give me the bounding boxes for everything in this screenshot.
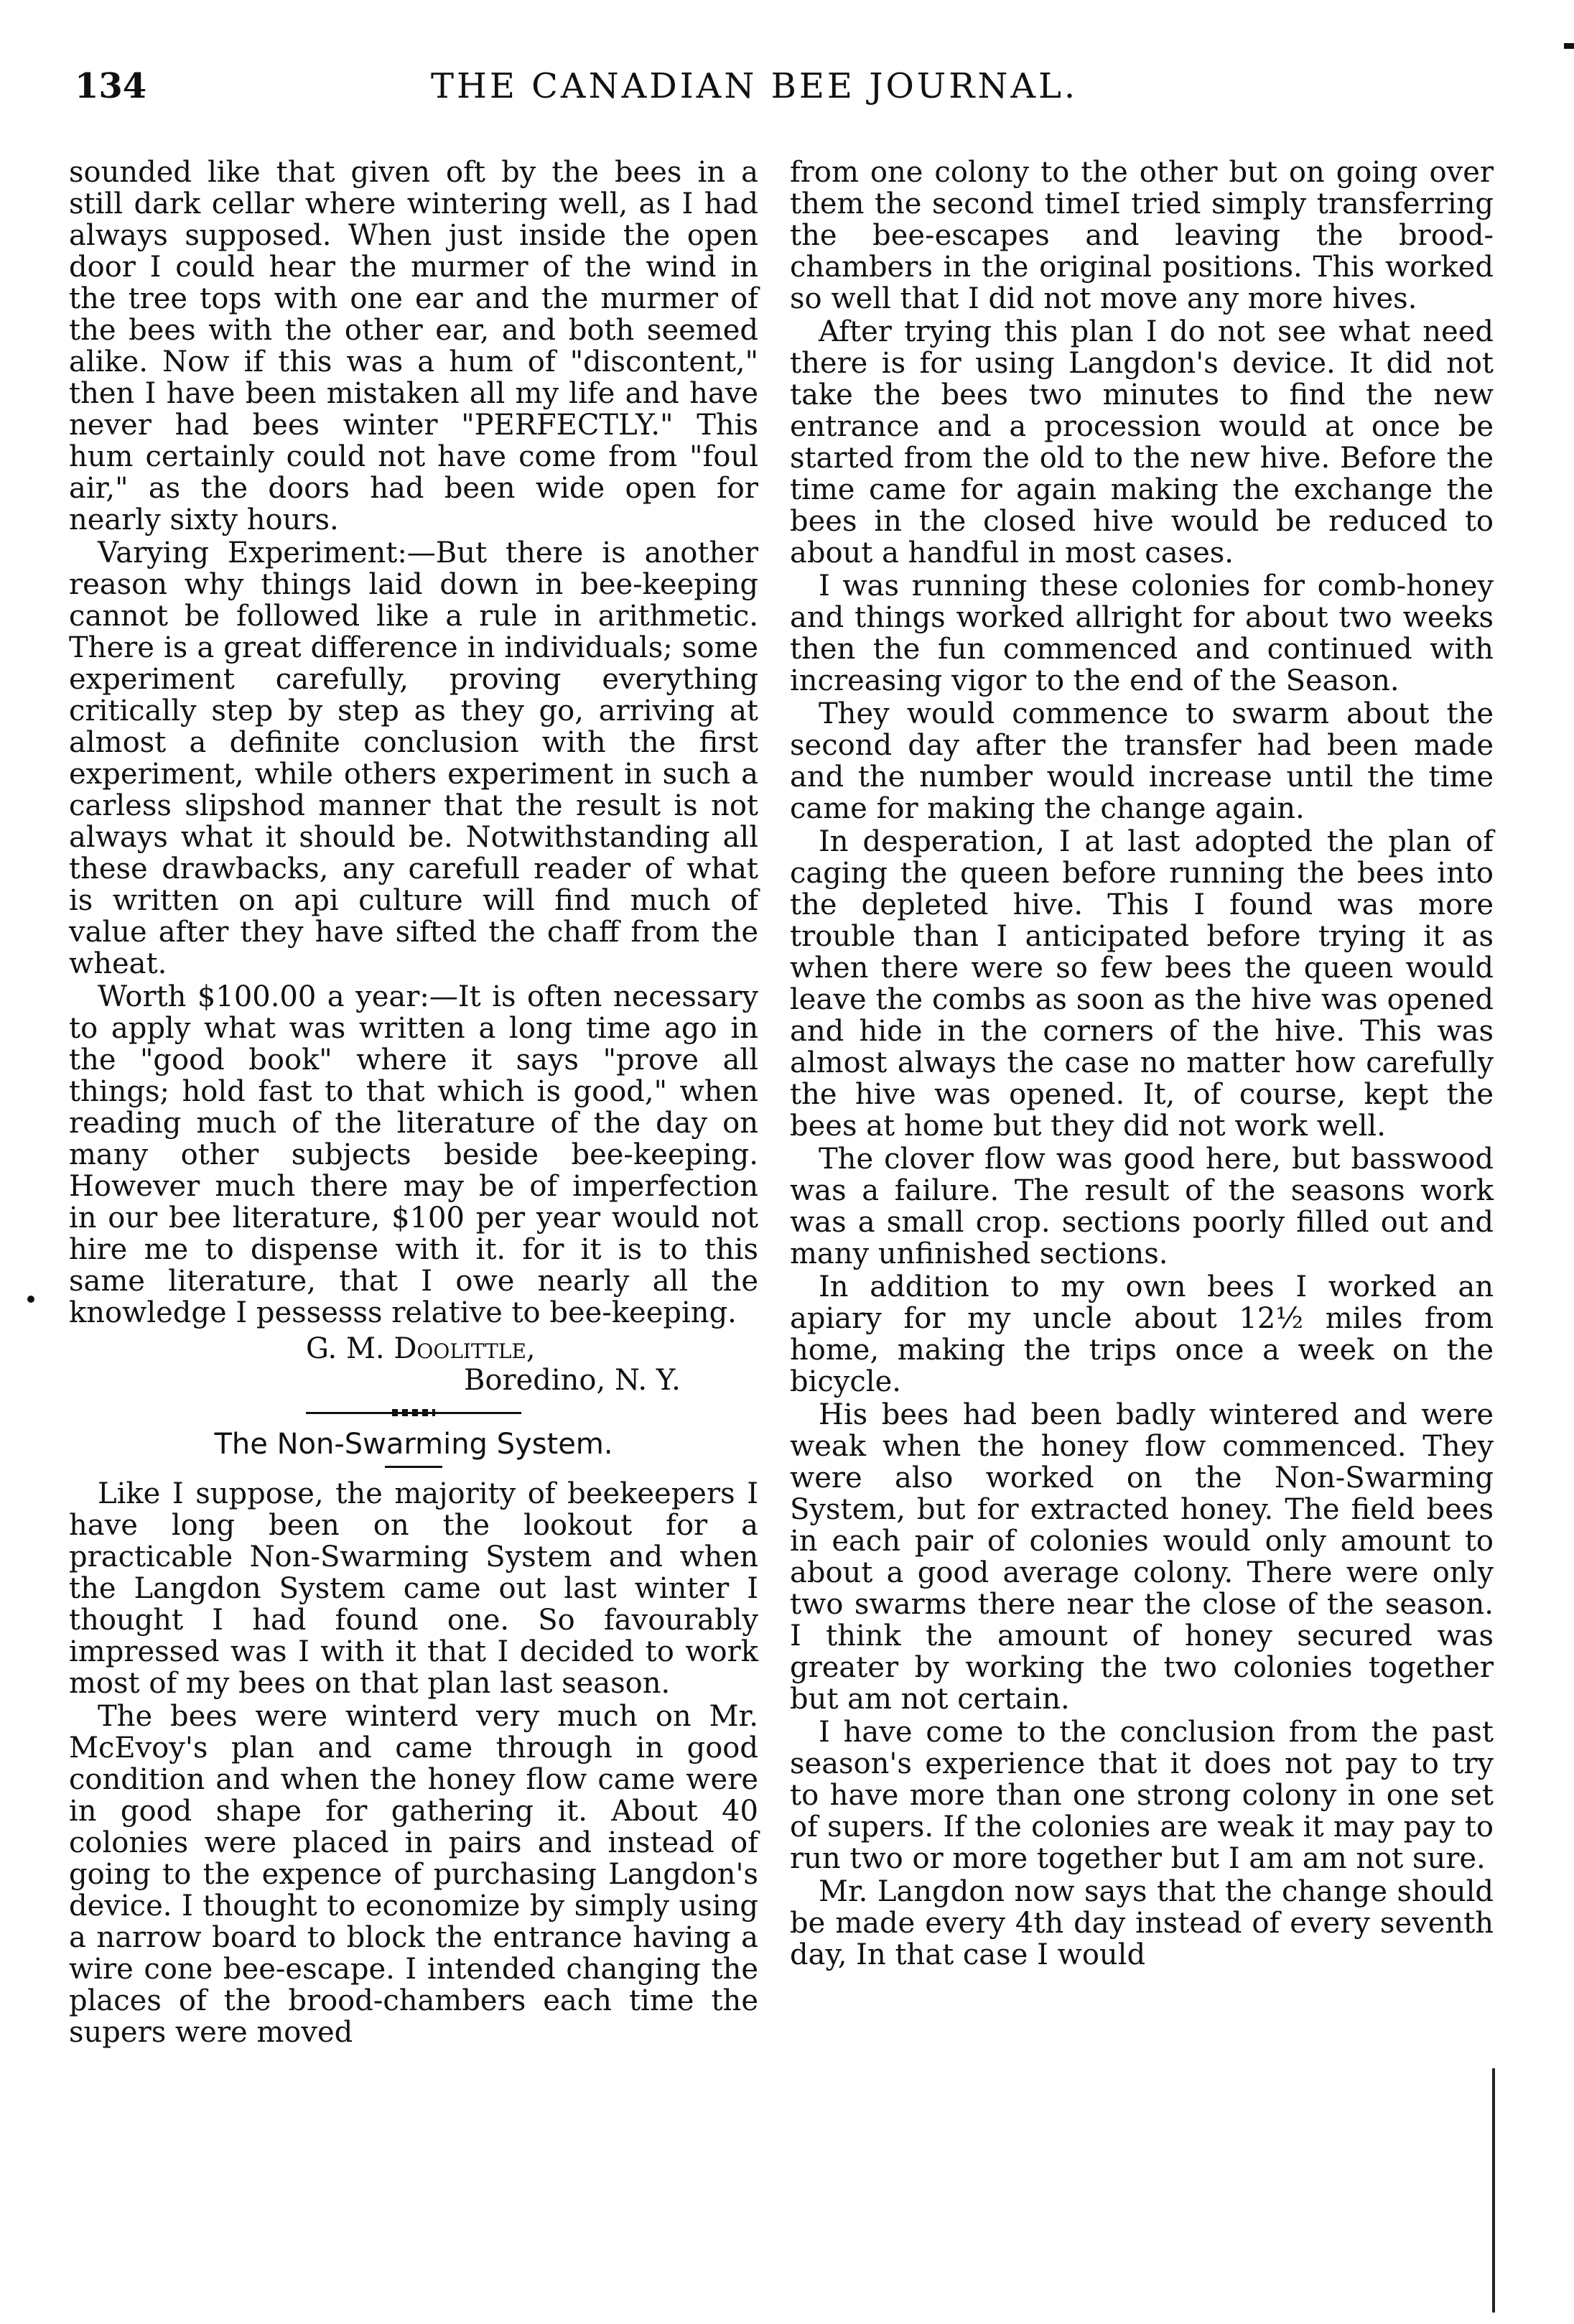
paragraph: I was running these colonies for comb-honey and things worked allright for about two weeks then the fun commenced and continued with increasing vigor to the end of the Season.	[790, 570, 1494, 697]
section-divider	[306, 1412, 521, 1414]
paragraph: The clover flow was good here, but basswood was a failure. The result of the seasons work was a small crop. sections poorly filled out and many unfinished sections.	[790, 1143, 1494, 1270]
journal-title: THE CANADIAN BEE JOURNAL.	[431, 66, 1079, 106]
page-header	[0, 66, 1574, 124]
paragraph: Varying Experiment:—But there is another reason why things laid down in bee-keeping cannot be followed like a rule in arithmetic. There is a great difference in individuals; some experiment carefully, proving everything critically step by step as they go, arriving at almost a definite conclusion with the first experiment, while others experiment in such a carless slipshod manner that the result is not always what it should be. Notwithstanding all these drawbacks, any carefull reader of what is written on api culture will find much of value after they have sifted the chaff from the wheat.	[69, 536, 758, 980]
right-column	[790, 157, 1494, 1972]
signature-place: Boredino, N. Y.	[464, 1364, 681, 1397]
corner-print-mark	[1564, 43, 1574, 49]
margin-dot	[27, 1296, 34, 1303]
paragraph: In desperation, I at last adopted the plan of caging the queen before running the bees into the depleted hive. This I found was more trouble than I anticipated before trying it as when there were so few bees the queen would leave the combs as soon as the hive was opened and hide in the corners of the hive. This was almost always the case no matter how carefully the hive was opened. It, of course, kept the bees at home but they did not work well.	[790, 825, 1494, 1143]
margin-rule	[1492, 2068, 1495, 2313]
paragraph: They would commence to swarm about the second day after the transfer had been made and the number would increase until the time came for making the change again.	[790, 697, 1494, 825]
section-heading: The Non-Swarming System.	[214, 1428, 613, 1461]
paragraph: His bees had been badly wintered and were weak when the honey flow commenced. They were also worked on the Non-Swarming System, but for extracted honey. The field bees in each pair of colonies would only amount to about a good average colony. There were only two swarms there near the close of the season. I think the amount of honey secured was greater by working the two colonies together but am not certain.	[790, 1398, 1494, 1716]
paragraph: I have come to the conclusion from the past season's experience that it does not pay to try to have more than one strong colony in one set of supers. If the colonies are weak it may pay to run two or more together but I am am not sure.	[790, 1716, 1494, 1875]
left-column	[69, 157, 758, 2050]
paragraph: Worth $100.00 a year:—It is often necessary to apply what was written a long time ago in the "good book" where it says "prove all things; hold fast to that which is good," when reading much of the literature of the day on many other subjects beside bee-keeping. However much there may be of imperfection in our bee literature, $100 per year would not hire me to dispense with it. for it is to this same literature, that I owe nearly all the knowledge I pessesss relative to bee-keeping.	[69, 980, 758, 1329]
paragraph: sounded like that given oft by the bees in a still dark cellar where wintering well, as I had always supposed. When just inside the open door I could hear the murmer of the wind in the tree tops with one ear and the murmer of the bees with the other ear, and both seemed alike. Now if this was a hum of "discontent," then I have been mistaken all my life and have never had bees winter "PERFECTLY." This hum certainly could not have come from "foul air," as the doors had been wide open for nearly sixty hours.	[69, 156, 758, 536]
paragraph: Like I suppose, the majority of beekeepers I have long been on the lookout for a practicable Non-Swarming System and when the Langdon System came out last winter I thought I had found one. So favourably impressed was I with it that I decided to work most of my bees on that plan last season.	[69, 1477, 758, 1700]
heading-underline	[385, 1466, 442, 1468]
paragraph: The bees were winterd very much on Mr. McEvoy's plan and came through in good condition and when the honey flow came were in good shape for gathering it. About 40 colonies were placed in pairs and instead of going to the expence of purchasing Langdon's device. I thought to economize by simply using a narrow board to block the entrance having a wire cone bee-escape. I intended changing the places of the brood-chambers each time the supers were moved	[69, 1700, 758, 2049]
paragraph: from one colony to the other but on going over them the second timeI tried simply transferring the bee-escapes and leaving the brood-chambers in the original positions. This worked so well that I did not move any more hives.	[790, 156, 1494, 315]
paragraph: After trying this plan I do not see what need there is for using Langdon's device. It did not take the bees two minutes to find the new entrance and a procession would at once be started from the old to the new hive. Before the time came for again making the exchange the bees in the closed hive would be reduced to about a handful in most cases.	[790, 315, 1494, 570]
page-number: 134	[75, 66, 147, 106]
paragraph: Mr. Langdon now says that the change should be made every 4th day instead of every seventh day, In that case I would	[790, 1875, 1494, 1971]
paragraph: In addition to my own bees I worked an apiary for my uncle about 12½ miles from home, making the trips once a week on the bicycle.	[790, 1270, 1494, 1398]
signature-name: G. M. Doolittle,	[306, 1332, 536, 1365]
